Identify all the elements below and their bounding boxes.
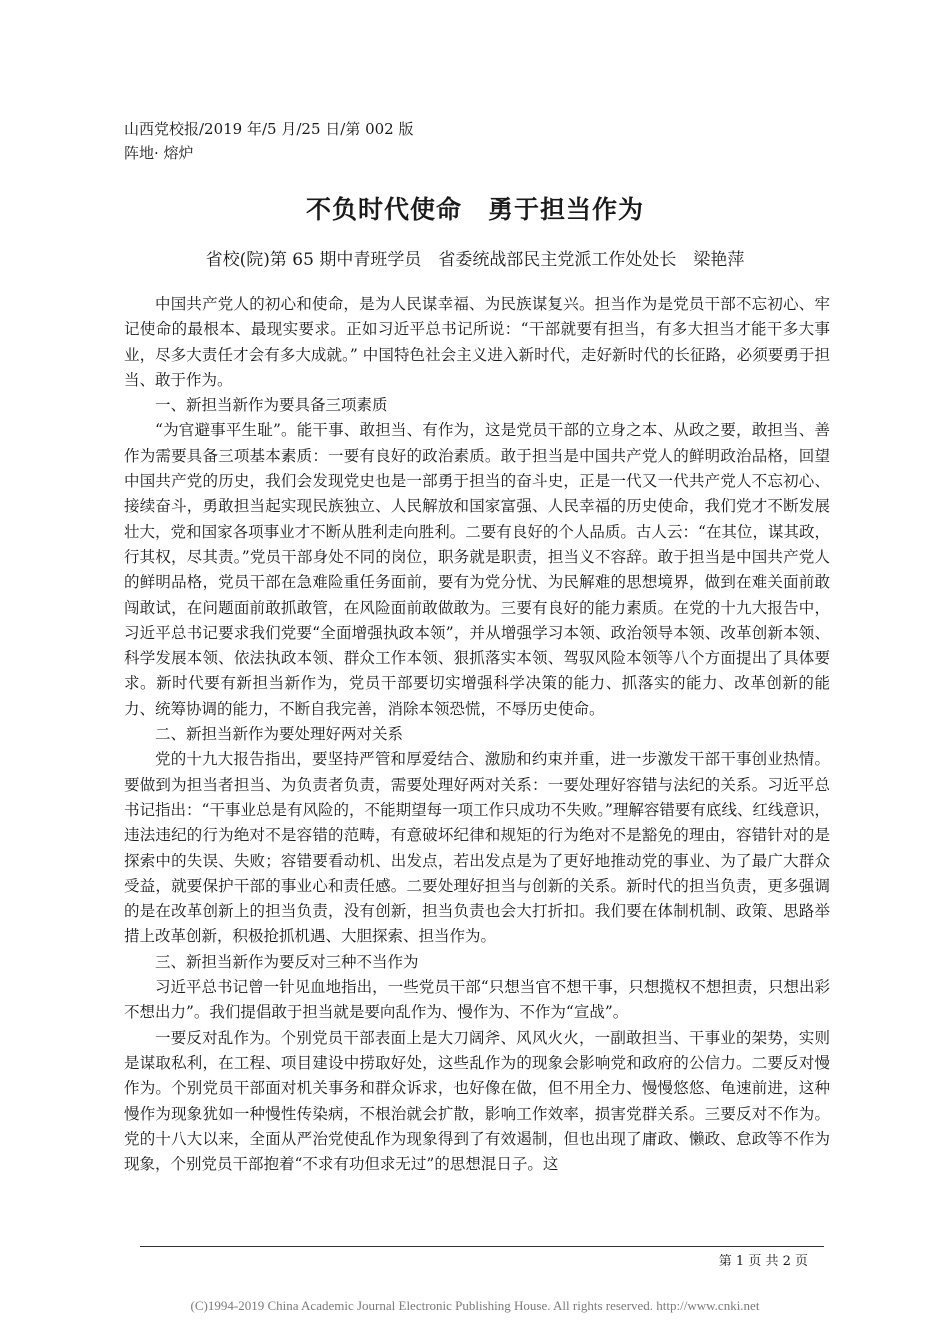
paragraph: 一要反对乱作为。个别党员干部表面上是大刀阔斧、风风火火，一副敢担当、干事业的架势，实则是谋取私利，在工程、项目建设中捞取好处，这些乱作为的现象会影响党和政府的公信力。二要反对慢作为。个别党员干部面对机关事务和群众诉求，也好像在做，但不用全力、慢慢悠悠、龟速前进，这种慢作为现象犹如一种慢性传染病，不根治就会扩散，影响工作效率，损害党群关系。三要反对不作为。党的十八大以来，全面从严治党使乱作为现象得到了有效遏制，但也出现了庸政、懒政、怠政等不作为现象，个别党员干部抱着“不求有功但求无过”的思想混日子。这 — [124, 1028, 830, 1174]
article-body — [124, 292, 830, 1177]
author-line: 省校(院)第 65 期中青班学员 省委统战部民主党派工作处处长 梁艳萍 — [205, 250, 745, 270]
section-heading: 三、新担当新作为要反对三种不当作为 — [155, 952, 419, 971]
column-name: 阵地· 熔炉 — [124, 144, 194, 162]
paragraph: 习近平总书记曾一针见血地指出，一些党员干部“只想当官不想干事，只想揽权不想担责，只想出彩不想出力”。我们提倡敢于担当就是要向乱作为、慢作为、不作为“宣战”。 — [124, 978, 830, 1022]
footer-divider — [140, 1246, 824, 1247]
source-line: 山西党校报/2019 年/5 月/25 日/第 002 版 — [124, 120, 414, 138]
copyright-footer: (C)1994-2019 China Academic Journal Electronic Publishing House. All rights reserved. http://www.cnki.net — [190, 1298, 760, 1313]
paragraph: 党的十九大报告指出，要坚持严管和厚爱结合、激励和约束并重，进一步激发干部干事创业热情。要做到为担当者担当、为负责者负责，需要处理好两对关系：一要处理好容错与法纪的关系。习近平总书记指出：“干事业总是有风险的，不能期望每一项工作只成功不失败。”理解容错要有底线、红线意识，违法违纪的行为绝对不是容错的范畴，有意破坏纪律和规矩的行为绝对不是豁免的理由，容错针对的是探索中的失误、失败；容错要看动机、出发点，若出发点是为了更好地推动党的事业、为了最广大群众受益，就要保护干部的事业心和责任感。二要处理好担当与创新的关系。新时代的担当负责，更多强调的是在改革创新上的担当负责，没有创新，担当负责也会大打折扣。我们要在体制机制、政策、思路举措上改革创新，积极抢抓机遇、大胆探索、担当作为。 — [124, 750, 830, 946]
article-title: 不负时代使命 勇于担当作为 — [305, 195, 644, 224]
paragraph: 中国共产党人的初心和使命，是为人民谋幸福、为民族谋复兴。担当作为是党员干部不忘初心、牢记使命的最根本、最现实要求。正如习近平总书记所说：“干部就要有担当，有多大担当才能干多大事业，尽多大责任才会有多大成就。” 中国特色社会主义进入新时代，走好新时代的长征路，必须要勇于担当、敢于作为。 — [124, 295, 830, 389]
page-number: 第 1 页 共 2 页 — [718, 1254, 808, 1269]
section-heading: 一、新担当新作为要具备三项素质 — [155, 396, 388, 415]
section-heading: 二、新担当新作为要处理好两对关系 — [155, 725, 404, 744]
paragraph: “为官避事平生耻”。能干事、敢担当、有作为，这是党员干部的立身之本、从政之要，敢担当、善作为需要具备三项基本素质：一要有良好的政治素质。敢于担当是中国共产党人的鲜明政治品格，回望中国共产党的历史，我们会发现党史也是一部勇于担当的奋斗史，正是一代又一代共产党人不忘初心、接续奋斗，勇敢担当起实现民族独立、人民解放和国家富强、人民幸福的历史使命，我们党才不断发展壮大，党和国家各项事业才不断从胜利走向胜利。二要有良好的个人品质。古人云：“在其位，谋其政，行其权，尽其责。”党员干部身处不同的岗位，职务就是职责，担当义不容辞。敢于担当是中国共产党人的鲜明品格，党员干部在急难险重任务面前，要有为党分忧、为民解难的思想境界，做到在难关面前敢闯敢试，在问题面前敢抓敢管，在风险面前敢做敢为。三要有良好的能力素质。在党的十九大报告中，习近平总书记要求我们党要“全面增强执政本领”，并从增强学习本领、政治领导本领、改革创新本领、科学发展本领、依法执政本领、群众工作本领、狠抓落实本领、驾驭风险本领等八个方面提出了具体要求。新时代要有新担当新作为，党员干部要切实增强科学决策的能力、抓落实的能力、改革创新的能力、统筹协调的能力，不断自我完善，消除本领恐慌，不辱历史使命。 — [124, 421, 830, 718]
